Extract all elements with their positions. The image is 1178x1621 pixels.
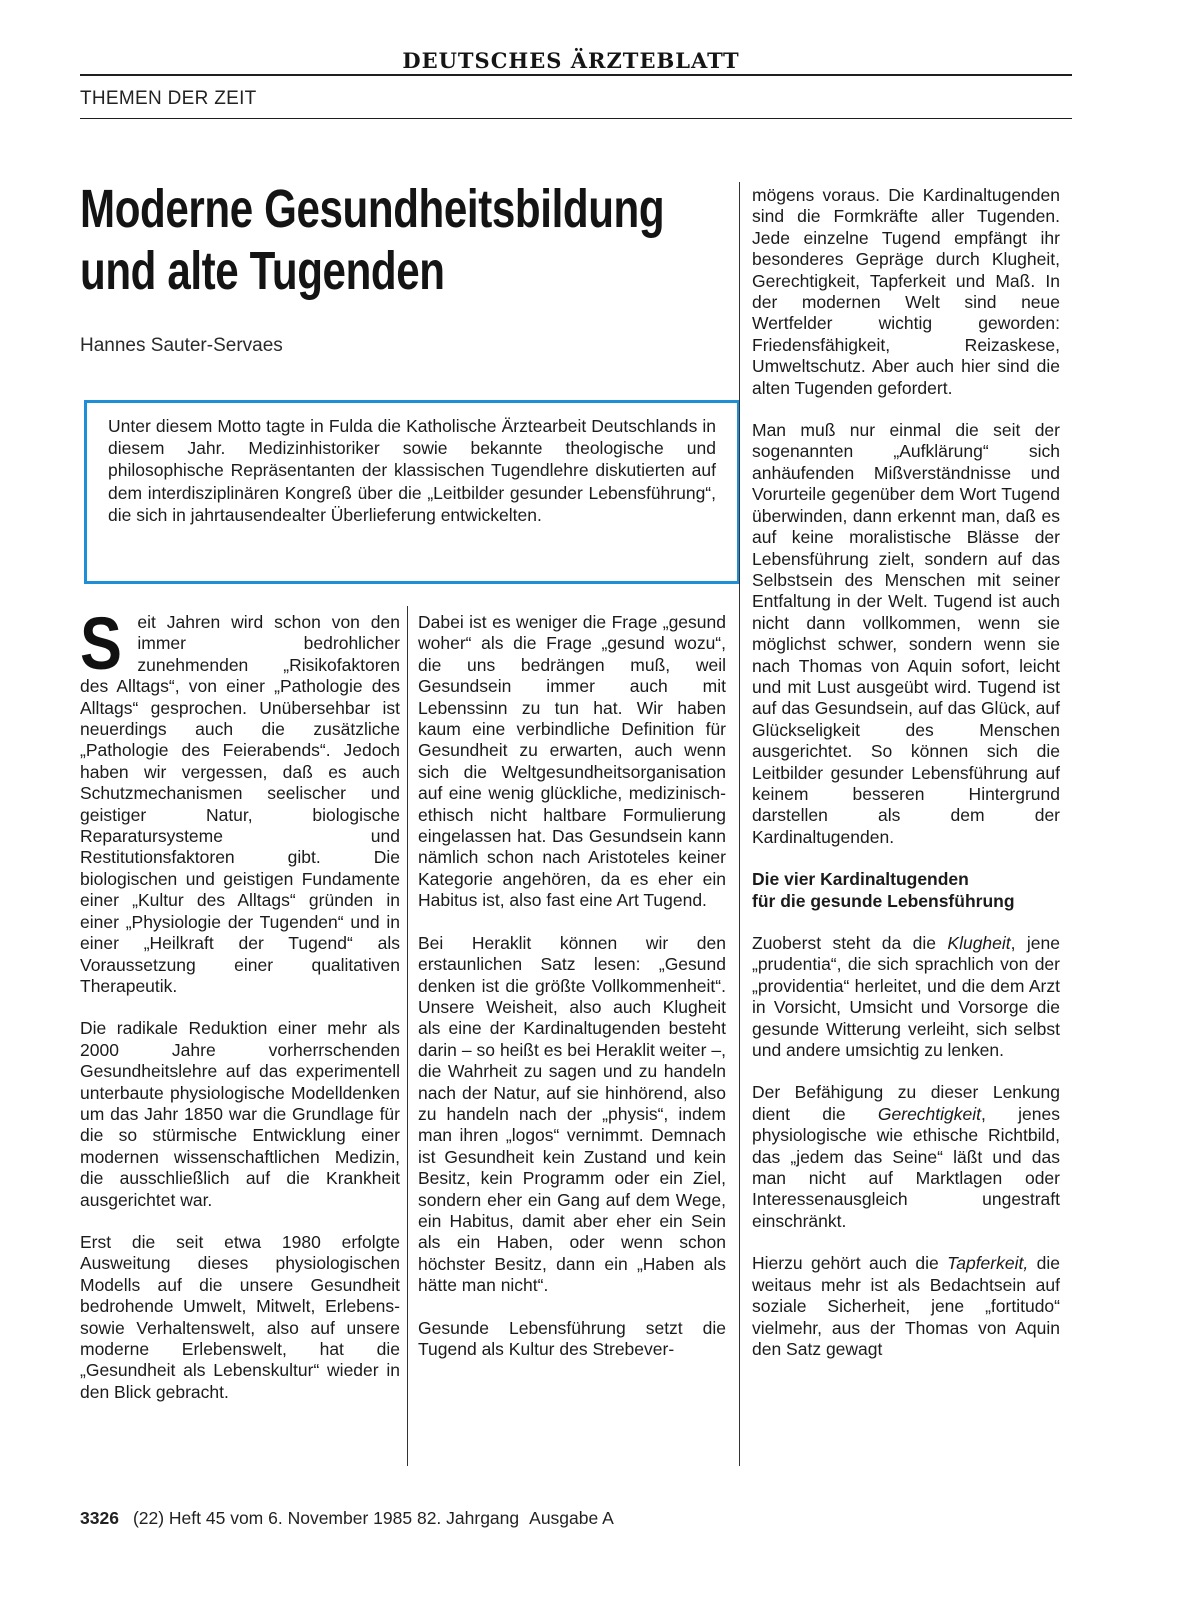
- subheading-line-2: für die gesunde Lebensführung: [752, 890, 1015, 911]
- paragraph-text: , jenes physiologische wie ethische Richtbild, das „jedem das Seine“ läßt und das man nicht auf Marktlagen oder Interessenausgleich ungestraft einschränkt.: [752, 1103, 1060, 1231]
- paragraph-text: Zuoberst steht da die: [752, 933, 948, 953]
- column-1: [80, 602, 400, 1424]
- paragraph: [752, 1253, 1060, 1360]
- paragraph: Bei Heraklit können wir den erstaunlichen Satz lesen: „Gesund denken ist die größte Vollkommenheit“. Unsere Weisheit, also auch Klugheit als eine der Kardinaltugenden besteht darin – so heißt es bei Heraklit weiter –, die Wahrheit zu sagen und zu handeln nach der Natur, auf sie hinhörend, also zu handeln nach der „physis“, indem man ihren „logos“ vernimmt. Demnach ist Gesundheit kein Zustand und kein Besitz, kein Programm oder ein Ziel, sondern eher ein Gang auf dem Wege, ein Habitus, damit aber eher ein Sein als ein Haben, oder wenn schon höchster Besitz, dann ein „Haben als hätte man nicht“.: [418, 932, 726, 1296]
- subheading-line-1: Die vier Kardinaltugenden: [752, 869, 969, 890]
- column-divider-1: [407, 606, 408, 1466]
- paragraph: [752, 1082, 1060, 1232]
- paragraph-text: , jene „prudentia“, die sich sprachlich von der „providentia“ herleitet, und die dem Arzt in Vorsicht, Umsicht und Vorsorge die gesunde Witterung verleiht, sich selbst und andere umsichtig zu lenken.: [752, 933, 1060, 1061]
- emphasis: Klugheit: [947, 933, 1011, 953]
- emphasis: Tapferkeit,: [947, 1253, 1029, 1274]
- edition-label: Ausgabe A: [529, 1508, 614, 1528]
- paragraph: mögens voraus. Die Kardinaltugenden sind die Formkräfte aller Tugenden. Jede einzelne Tugend empfängt ihr besonderes Gepräge durch Klugheit, Gerechtigkeit, Tapferkeit und Maß. In der modernen Welt sind neue Wertfelder wichtig geworden: Friedensfähigkeit, Reizaskese, Umweltschutz. Aber auch hier sind die alten Tugenden gefordert.: [752, 185, 1060, 398]
- issue-info: (22) Heft 45 vom 6. November 1985 82. Jahrgang: [132, 1508, 520, 1528]
- paragraph: Erst die seit etwa 1980 erfolgte Ausweitung dieses physiologischen Modells auf die unsere Gesundheit bedrohende Umwelt, Mitwelt, Erlebens- sowie Verhaltenswelt, also auf unsere moderne Erlebenswelt, hat die „Gesundheit als Lebenskultur“ wieder in den Blick gebracht.: [80, 1231, 400, 1402]
- emphasis: Gerechtigkeit: [877, 1103, 981, 1124]
- paragraph: Man muß nur einmal die seit der sogenannten „Aufklärung“ sich anhäufenden Mißverständnisse und Vorurteile gegenüber dem Wort Tugend überwinden, dann erkennt man, daß es auf keine moralistische Blässe der Lebensführung zielt, sondern auf das Selbstsein des Menschen mit seiner Entfaltung in der Welt. Tugend ist auch nicht dann vollkommen, wenn sie möglichst schwer, sondern wenn sie nach Thomas von Aquin sofort, leicht und mit Lust ausgeübt wird. Tugend ist auf das Gesundsein, auf das Glück, auf Glückseligkeit des Menschen ausgerichtet. So können sich die Leitbilder gesunder Lebensführung auf keinem besseren Hintergrund darstellen als dem der Kardinaltugenden.: [752, 420, 1060, 847]
- title-line-1: Moderne Gesundheitsbildung: [80, 179, 665, 239]
- paragraph: [752, 933, 1060, 1061]
- paragraph-text: Der Befähigung zu dieser Lenkung dient die: [752, 1082, 1060, 1124]
- masthead-rule: [80, 74, 1072, 76]
- column-2: [418, 612, 726, 1381]
- paragraph: Die radikale Reduktion einer mehr als 2000 Jahre vorherrschenden Gesundheitslehre auf das experimentell unterbaute physiologische Modelldenken um das Jahr 1850 war die Grundlage für die so stürmische Entwicklung einer modernen wissenschaftlichen Medizin, die ausschließlich auf die Krankheit ausgerichtet war.: [80, 1018, 400, 1210]
- paragraph-text: Hierzu gehört auch die: [752, 1253, 948, 1274]
- abstract-text: Unter diesem Motto tagte in Fulda die Katholische Ärztearbeit Deutschlands in diesem Jahr. Medizinhistoriker sowie bekannte theologische und philosophische Repräsentanten der klassischen Tugendlehre diskutierten auf dem interdisziplinären Kongreß über die „Leitbilder gesunder Lebensführung“, die sich in jahrtausendealter Überlieferung entwickelten.: [108, 416, 716, 525]
- drop-cap: S: [80, 602, 122, 685]
- paragraph: [80, 602, 400, 997]
- page-number: 3326: [80, 1508, 119, 1528]
- title-line-2: und alte Tugenden: [80, 241, 445, 301]
- paragraph: Gesunde Lebensführung setzt die Tugend als Kultur des Strebever-: [418, 1317, 726, 1359]
- section-rule: [80, 118, 1072, 119]
- column-3: [752, 185, 1060, 1381]
- paragraph: Dabei ist es weniger die Frage „gesund woher“ als die Frage „gesund wozu“, die uns bedrängen muß, weil Gesundsein immer auch mit Lebenssinn zu tun hat. Wir haben kaum eine verbindliche Definition für Gesundheit zu erwarten, auch wenn sich die Weltgesundheitsorganisation auf eine wenig glückliche, medizinisch-ethisch nicht haltbare Formulierung eingelassen hat. Das Gesundsein kann nämlich schon nach Aristoteles keiner Kategorie angehören, da es eher ein Habitus ist, also fast eine Art Tugend.: [418, 612, 726, 911]
- masthead: DEUTSCHES ÄRZTEBLATT: [402, 48, 740, 73]
- paragraph-text: eit Jahren wird schon von den immer bedrohlicher zunehmenden „Risikofaktoren des Alltags“, von einer „Pathologie des Alltags“ gesprochen. Unübersehbar ist neuerdings auch die zusätzliche „Pathologie des Feierabends“. Jedoch haben wir vergessen, daß es auch Schutzmechanismen seelischer und geistiger Natur, biologische Reparatursysteme und Restitutionsfaktoren gibt. Die biologischen und geistigen Fundamente einer „Kultur des Alltags“ gründen in einer „Physiologie der Tugenden“ und in einer „Heilkraft der Tugend“ als Voraussetzung einer qualitativen Therapeutik.: [80, 612, 400, 996]
- column-divider-2: [739, 182, 740, 1466]
- paragraph-text: die weitaus mehr ist als Bedachtsein auf soziale Sicherheit, jene „fortitudo“ vielmehr, aus der Thomas von Aquin den Satz gewagt: [752, 1253, 1060, 1359]
- subheading: [752, 869, 1060, 912]
- author: Hannes Sauter-Servaes: [80, 335, 283, 356]
- section-label: THEMEN DER ZEIT: [80, 88, 257, 109]
- article-title: [80, 178, 665, 302]
- page-footer: [80, 1508, 614, 1529]
